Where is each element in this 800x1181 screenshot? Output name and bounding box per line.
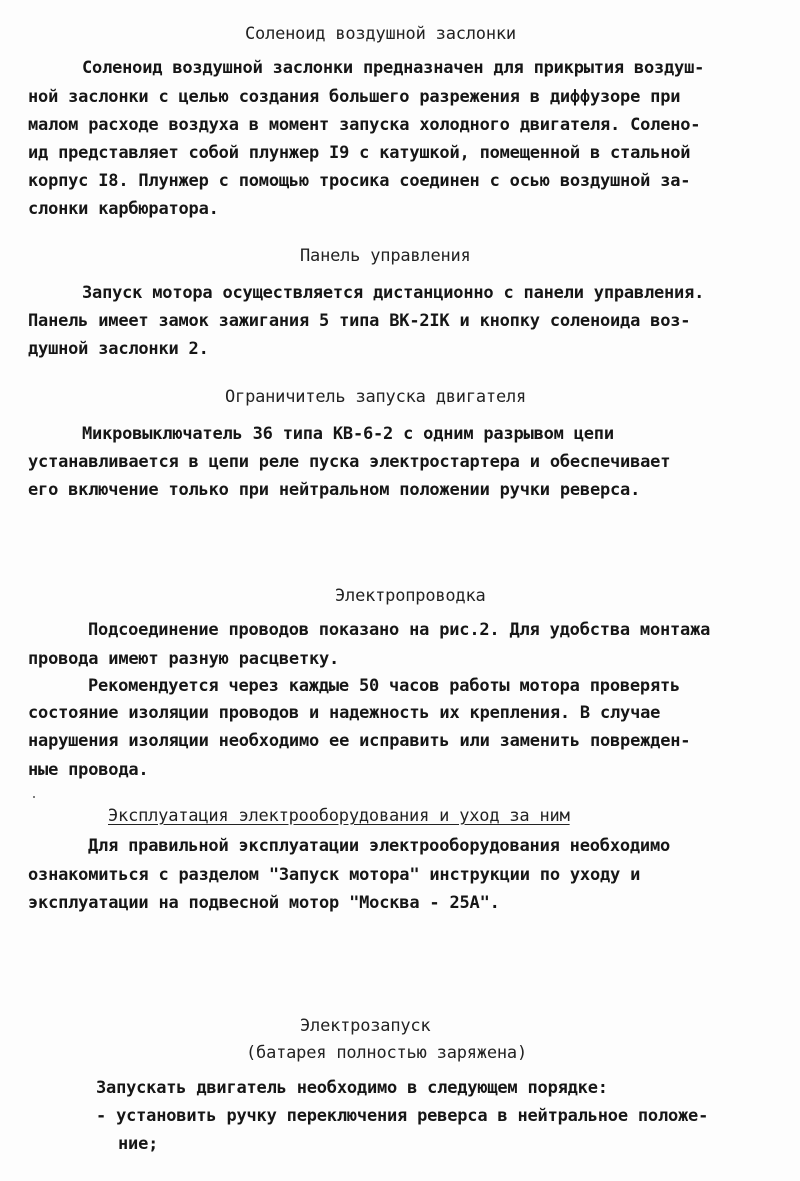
paragraph-line: ные провода. [28,760,149,780]
paragraph-line: - установить ручку переключения реверса в нейтральное положе- [96,1106,709,1126]
paragraph-line: эксплуатации на подвесной мотор "Москва - 25А". [28,893,500,913]
paragraph-line: устанавливается в цепи реле пуска электростартера и обеспечивает [28,452,671,472]
paragraph-line: Запускать двигатель необходимо в следующем порядке: [96,1078,608,1098]
heading-control-panel: Панель управления [300,246,471,266]
paragraph-line: ознакомиться с разделом "Запуск мотора" инструкции по уходу и [28,865,641,885]
paragraph-line: ной заслонки с целью создания большего разрежения в диффузоре при [28,87,681,107]
heading-start-limiter: Ограничитель запуска двигателя [225,387,527,407]
paragraph-line: состояние изоляции проводов и надежность их крепления. В случае [28,703,661,723]
heading-wiring: Электропроводка [335,586,486,606]
paragraph-line: малом расходе воздуха в момент запуска холодного двигателя. Солено- [28,115,701,135]
scan-speck [33,796,35,798]
heading-solenoid: Соленоид воздушной заслонки [245,24,516,44]
paragraph-line: Соленоид воздушной заслонки предназначен для прикрытия воздуш- [82,58,705,78]
heading-operation-and-care: Эксплуатация электрооборудования и уход за ним [108,806,570,826]
paragraph-line: нарушения изоляции необходимо ее исправить или заменить поврежден- [28,731,691,751]
paragraph-line: Запуск мотора осуществляется дистанционно с панели управления. [82,283,705,303]
paragraph-line: Микровыключатель 36 типа КВ-6-2 с одним разрывом цепи [82,424,614,444]
paragraph-line: Панель имеет замок зажигания 5 типа ВК-2IК и кнопку соленоида воз- [28,311,691,331]
paragraph-line: корпус I8. Плунжер с помощью тросика соединен с осью воздушной за- [28,171,691,191]
paragraph-line: Для правильной эксплуатации электрооборудования необходимо [88,836,671,856]
paragraph-line: ид представляет собой плунжер I9 с катушкой, помещенной в стальной [28,143,691,163]
paragraph-line: душной заслонки 2. [28,339,209,359]
subheading-battery-charged: (батарея полностью заряжена) [246,1043,527,1063]
paragraph-line: ние; [118,1134,159,1154]
paragraph-line: Рекомендуется через каждые 50 часов работы мотора проверять [88,676,681,696]
paragraph-line: Подсоединение проводов показано на рис.2. Для удобства монтажа [88,620,711,640]
paragraph-line: провода имеют разную расцветку. [28,649,340,669]
paragraph-line: слонки карбюратора. [28,199,219,219]
heading-electric-start: Электрозапуск [300,1016,431,1036]
paragraph-line: его включение только при нейтральном положении ручки реверса. [28,480,641,500]
